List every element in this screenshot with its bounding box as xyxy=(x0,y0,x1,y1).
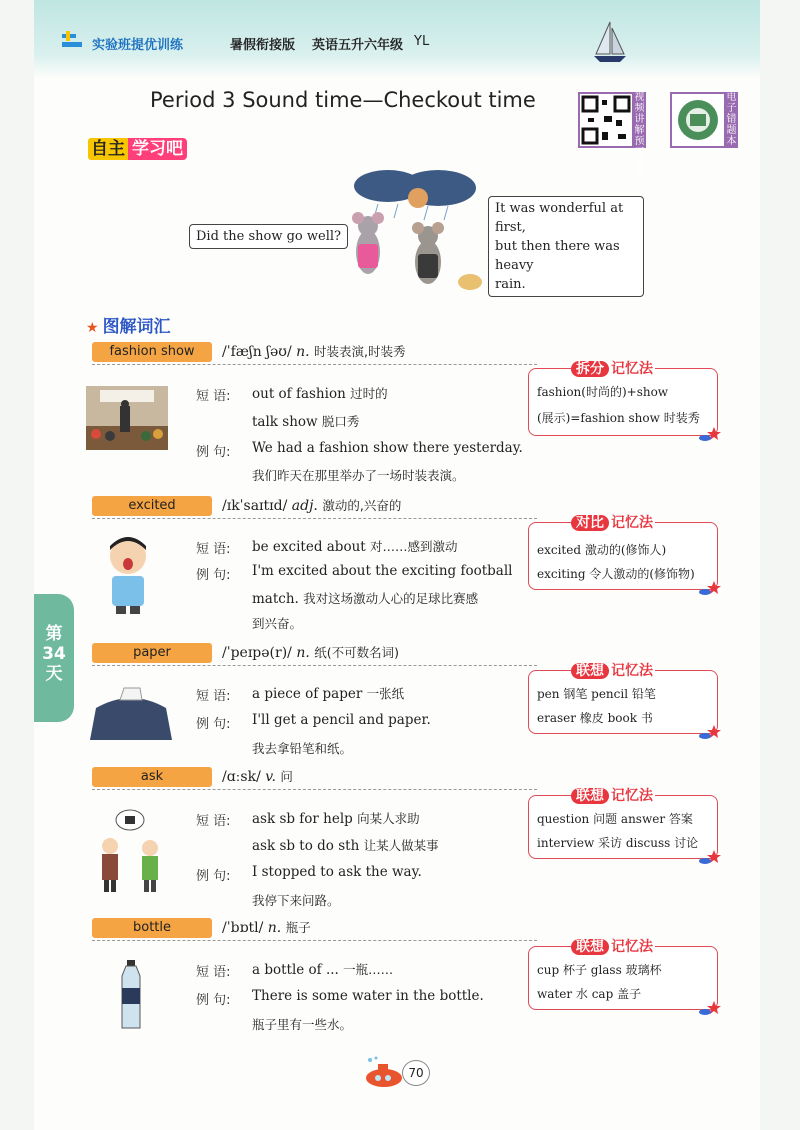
card-method: 联想 xyxy=(571,663,609,679)
example-label: 例 句: xyxy=(196,993,231,1008)
phrase-zh: 让某人做某事 xyxy=(363,838,439,853)
phrase-line xyxy=(252,384,388,402)
phrase-en: out of fashion xyxy=(252,386,346,402)
card-method: 对比 xyxy=(571,515,609,531)
page-number: 70 xyxy=(402,1060,430,1086)
card-line: cup 杯子 glass 玻璃杯 xyxy=(537,963,662,977)
divider xyxy=(92,940,537,941)
card-line: excited 激动的(修饰人) xyxy=(537,543,667,557)
card-head xyxy=(571,936,655,956)
divider xyxy=(92,364,537,365)
memory-card xyxy=(528,939,718,1010)
divider xyxy=(92,789,537,790)
word-tab: excited xyxy=(92,496,212,516)
word-pronunciation xyxy=(222,643,399,661)
example-line xyxy=(252,589,478,607)
card-head xyxy=(571,358,655,378)
qr-code-error-book-icon[interactable] xyxy=(670,92,726,148)
card-line: question 问题 answer 答案 xyxy=(537,812,693,826)
part-of-speech: n. xyxy=(296,344,310,360)
phrase-line xyxy=(252,537,458,555)
example-zh: 我对这场激动人心的足球比赛感 xyxy=(303,591,479,606)
fashion-show-photo xyxy=(86,386,168,450)
tissue-box-illustration xyxy=(86,684,176,744)
part-of-speech: v. xyxy=(265,769,276,785)
meaning: 时装表演,时装秀 xyxy=(314,344,406,359)
speech-bubble-right xyxy=(488,196,644,297)
star-decoration-icon xyxy=(699,725,721,739)
phrase-line xyxy=(252,684,404,702)
star-decoration-icon xyxy=(699,1001,721,1015)
example-en: I'm excited about the exciting football xyxy=(252,563,513,579)
example-label: 例 句: xyxy=(196,717,231,732)
phrase-en: a bottle of ... xyxy=(252,962,339,978)
speech-bubble-right-line: It was wonderful at first, xyxy=(495,201,624,235)
example-en: There is some water in the bottle. xyxy=(252,988,484,1004)
card-method-suffix: 记忆法 xyxy=(611,663,653,679)
card-line: exciting 令人激动的(修饰物) xyxy=(537,567,695,581)
memory-card xyxy=(528,515,718,590)
meaning: 激动的,兴奋的 xyxy=(322,498,402,513)
word-tab: bottle xyxy=(92,918,212,938)
phonetic: /ˈpeɪpə(r)/ xyxy=(222,645,292,661)
phrase-label: 短 语: xyxy=(196,689,231,704)
card-method-suffix: 记忆法 xyxy=(611,788,653,804)
word-tab: fashion show xyxy=(92,342,212,362)
phrase-label: 短 语: xyxy=(196,389,231,404)
part-of-speech: n. xyxy=(267,920,282,936)
word-pronunciation xyxy=(222,342,406,360)
card-method-suffix: 记忆法 xyxy=(611,515,653,531)
meaning: 纸(不可数名词) xyxy=(314,645,400,660)
phrase-line xyxy=(252,960,393,978)
word-tab: paper xyxy=(92,643,212,663)
phrase-line xyxy=(252,809,420,827)
phrase-line xyxy=(252,412,359,430)
example-label: 例 句: xyxy=(196,568,231,583)
part-of-speech: n. xyxy=(296,645,310,661)
header-publisher: YL xyxy=(414,34,430,49)
section-banner-part1: 自主 xyxy=(88,138,128,160)
section-banner xyxy=(88,134,187,159)
qr-code-video-icon[interactable] xyxy=(578,92,634,148)
phrase-zh: 脱口秀 xyxy=(321,414,360,429)
card-method-suffix: 记忆法 xyxy=(611,361,653,377)
phonetic: /ɪkˈsaɪtɪd/ xyxy=(222,498,288,514)
word-pronunciation xyxy=(222,918,311,936)
example-en-cont: match. xyxy=(252,591,299,607)
card-head xyxy=(571,512,655,532)
phrase-label: 短 语: xyxy=(196,965,231,980)
phrase-en: ask sb to do sth xyxy=(252,838,360,854)
memory-card xyxy=(528,788,718,859)
card-line: eraser 橡皮 book 书 xyxy=(537,711,653,725)
speech-bubble-left: Did the show go well? xyxy=(189,224,348,249)
card-line: (展示)=fashion show 时装秀 xyxy=(537,411,700,425)
card-head xyxy=(571,660,655,680)
word-pronunciation xyxy=(222,767,293,785)
qr-label-video: 视频讲解 预习微课 xyxy=(634,92,645,180)
example-label: 例 句: xyxy=(196,869,231,884)
star-decoration-icon xyxy=(699,850,721,864)
card-line: fashion(时尚的)+show xyxy=(537,385,669,399)
excited-boy-illustration xyxy=(98,532,158,614)
star-decoration-icon xyxy=(699,581,721,595)
page-title: Period 3 Sound time—Checkout time xyxy=(150,88,536,112)
phonetic: /ˈfæʃn ʃəʊ/ xyxy=(222,344,292,360)
divider xyxy=(92,518,537,519)
phrase-zh: 一瓶…… xyxy=(343,962,394,977)
example-zh-cont: 到兴奋。 xyxy=(252,616,303,631)
phrase-en: talk show xyxy=(252,414,318,430)
section-banner-part2: 学习吧 xyxy=(128,138,187,160)
phrase-zh: 向某人求助 xyxy=(357,811,420,826)
submarine-icon xyxy=(362,1056,406,1090)
phrase-zh: 对……感到激动 xyxy=(370,539,458,554)
header-series: 实验班提优训练 xyxy=(92,38,184,53)
side-tab-line2: 34 xyxy=(42,644,66,664)
side-tab-line1: 第 xyxy=(45,624,63,644)
sailboat-icon xyxy=(592,20,628,66)
card-line: interview 采访 discuss 讨论 xyxy=(537,836,699,850)
phrase-zh: 一张纸 xyxy=(366,686,405,701)
vocab-section-title xyxy=(86,312,171,337)
day-side-tab xyxy=(34,594,74,722)
phrase-line xyxy=(252,836,439,854)
divider xyxy=(92,665,537,666)
word-tab: ask xyxy=(92,767,212,787)
speech-bubble-right-line: rain. xyxy=(495,277,526,292)
example-zh: 我们昨天在那里举办了一场时装表演。 xyxy=(252,468,465,483)
card-method: 联想 xyxy=(571,939,609,955)
example-en: I stopped to ask the way. xyxy=(252,864,422,880)
phrase-label: 短 语: xyxy=(196,814,231,829)
memory-card xyxy=(528,361,718,436)
example-zh: 瓶子里有一些水。 xyxy=(252,1017,353,1032)
asking-way-illustration xyxy=(92,808,172,894)
memory-card xyxy=(528,663,718,734)
example-en: I'll get a pencil and paper. xyxy=(252,712,431,728)
side-tab-line3: 天 xyxy=(45,664,63,684)
header-edition: 暑假衔接版 xyxy=(230,38,296,53)
example-label: 例 句: xyxy=(196,445,231,460)
star-decoration-icon xyxy=(699,427,721,441)
phonetic: /ˈbɒtl/ xyxy=(222,920,264,936)
card-method-suffix: 记忆法 xyxy=(611,939,653,955)
series-logo-icon xyxy=(60,30,86,54)
phrase-en: be excited about xyxy=(252,539,366,555)
part-of-speech: adj. xyxy=(291,498,318,514)
card-method: 拆分 xyxy=(571,361,609,377)
phrase-zh: 过时的 xyxy=(350,386,388,401)
vocab-section-title-text: 图解词汇 xyxy=(102,317,171,337)
phrase-label: 短 语: xyxy=(196,542,231,557)
phonetic: /ɑːsk/ xyxy=(222,769,261,785)
word-pronunciation xyxy=(222,496,401,514)
card-line: water 水 cap 盖子 xyxy=(537,987,642,1001)
meaning: 问 xyxy=(280,769,293,784)
example-zh: 我去拿铅笔和纸。 xyxy=(252,741,353,756)
star-icon: ★ xyxy=(86,320,99,336)
speech-bubble-right-line: but then there was heavy xyxy=(495,239,620,273)
example-zh: 我停下来问路。 xyxy=(252,893,340,908)
card-method: 联想 xyxy=(571,788,609,804)
card-head xyxy=(571,785,655,805)
header-subject: 英语五升六年级 xyxy=(312,38,404,53)
qr-label-error-book: 电子错题本 xyxy=(726,92,737,147)
phrase-en: ask sb for help xyxy=(252,811,353,827)
water-bottle-illustration xyxy=(118,960,144,1030)
example-en: We had a fashion show there yesterday. xyxy=(252,440,523,456)
card-line: pen 钢笔 pencil 铅笔 xyxy=(537,687,656,701)
meaning: 瓶子 xyxy=(285,920,311,935)
phrase-en: a piece of paper xyxy=(252,686,363,702)
